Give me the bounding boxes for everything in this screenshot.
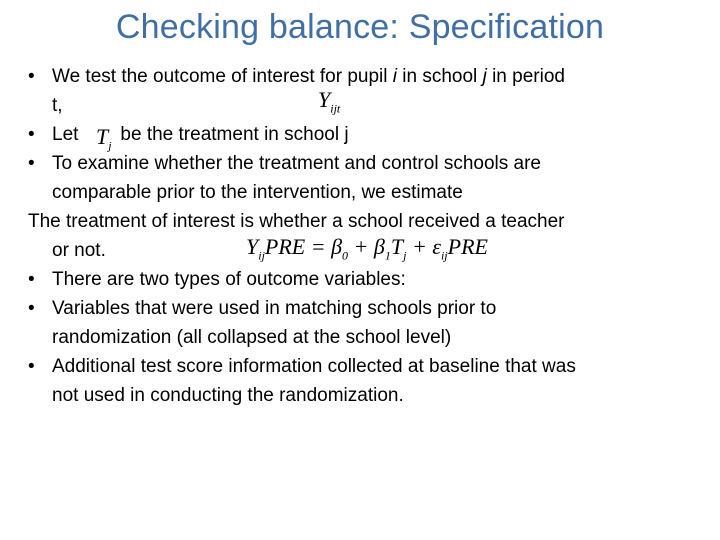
bullet-6-line1: Variables that were used in matching schools prior to bbox=[52, 298, 497, 319]
bullet-3-line1: To examine whether the treatment and control schools are bbox=[52, 153, 541, 174]
bullet-dot: • bbox=[28, 124, 35, 145]
equation: $Y_{ij}PRE = \beta_0 + \beta_1T_j + \varepsilon_{ij}PRE$ bbox=[246, 234, 488, 263]
paragraph-line2: or not. bbox=[52, 240, 106, 261]
paragraph-line1: The treatment of interest is whether a school received a teacher bbox=[28, 211, 565, 232]
bullet-6-line2: randomization (all collapsed at the school level) bbox=[52, 327, 452, 348]
bullet-1-text-mid: in school bbox=[397, 66, 483, 87]
bullet-1-text-post: in period bbox=[486, 66, 565, 87]
slide-title: Checking balance: Specification bbox=[115, 8, 605, 46]
bullet-1 bbox=[28, 62, 698, 120]
bullet-5 bbox=[28, 265, 698, 294]
var-j: j bbox=[482, 66, 487, 87]
bullet-2 bbox=[28, 120, 698, 153]
math-Tj: $T_j$ bbox=[96, 124, 112, 153]
bullet-2-text: be the treatment in school j bbox=[120, 124, 349, 145]
bullet-3-line2: comparable prior to the intervention, we estimate bbox=[52, 182, 463, 203]
bullet-6 bbox=[28, 294, 698, 352]
paragraph-treatment bbox=[28, 207, 698, 265]
bullet-7-line1: Additional test score information collected at baseline that was bbox=[52, 356, 576, 377]
bullet-dot: • bbox=[28, 356, 35, 377]
bullet-1-line2: t, bbox=[52, 95, 63, 116]
bullet-5-text: There are two types of outcome variables: bbox=[52, 269, 406, 290]
math-Yijt: $Y_{ijt}$ bbox=[318, 87, 341, 116]
var-i: i bbox=[392, 66, 398, 87]
bullet-7-line2: not used in conducting the randomization. bbox=[52, 385, 404, 406]
bullet-dot: • bbox=[28, 298, 35, 319]
bullet-dot: • bbox=[28, 153, 35, 174]
bullet-3 bbox=[28, 149, 698, 207]
bullet-dot: • bbox=[28, 66, 35, 87]
slide-body bbox=[28, 62, 698, 410]
bullet-2-let: Let bbox=[52, 124, 79, 145]
bullet-7 bbox=[28, 352, 698, 410]
bullet-dot: • bbox=[28, 269, 35, 290]
bullet-1-text: We test the outcome of interest for pupil bbox=[52, 66, 393, 87]
